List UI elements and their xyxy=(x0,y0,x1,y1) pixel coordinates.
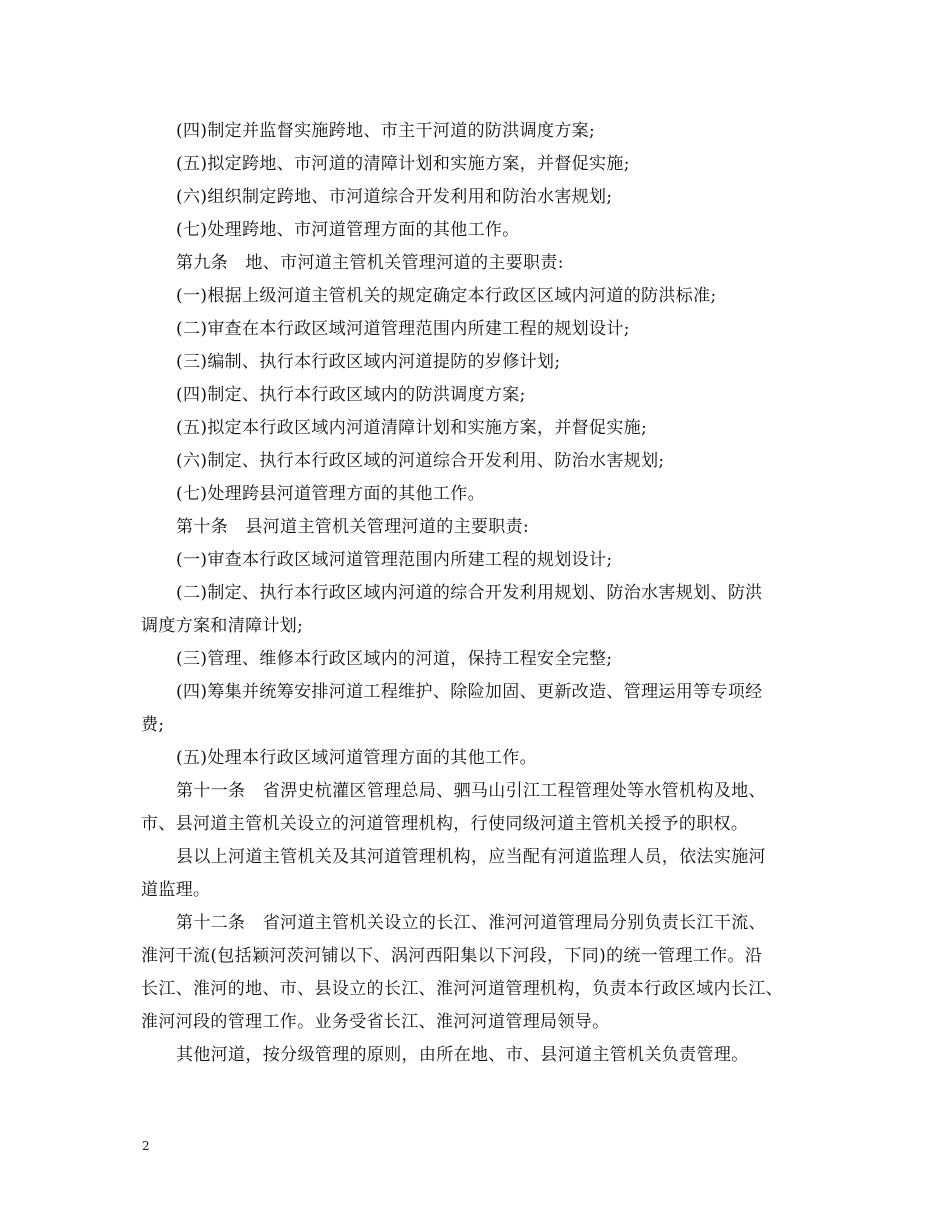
article-heading: 第十一条 省淠史杭灌区管理总局、驷马山引江工程管理处等水管机构及地、 xyxy=(176,781,766,801)
text-line: (四)制定并监督实施跨地、市主干河道的防洪调度方案; xyxy=(176,121,596,141)
text-line: (四)筹集并统筹安排河道工程维护、除险加固、更新改造、管理运用等专项经 xyxy=(176,682,763,702)
text-line: (一)审查本行政区域河道管理范围内所建工程的规划设计; xyxy=(176,550,613,570)
text-line: 长江、淮河的地、市、县设立的长江、淮河河道管理机构，负责本行政区域内长江、 xyxy=(141,979,783,999)
article-heading: 第九条 地、市河道主管机关管理河道的主要职责: xyxy=(176,253,564,273)
article-heading: 第十条 县河道主管机关管理河道的主要职责: xyxy=(176,517,530,537)
text-line: (三)管理、维修本行政区域内的河道，保持工程安全完整; xyxy=(176,649,613,669)
text-line: (五)拟定本行政区域内河道清障计划和实施方案，并督促实施; xyxy=(176,418,648,438)
text-line: 县以上河道主管机关及其河道管理机构，应当配有河道监理人员，依法实施河 xyxy=(176,847,766,867)
text-line: 道监理。 xyxy=(141,880,211,900)
text-line: 淮河河段的管理工作。业务受省长江、淮河河道管理局领导。 xyxy=(141,1012,610,1032)
text-line: (二)审查在本行政区域河道管理范围内所建工程的规划设计; xyxy=(176,319,630,339)
text-line: 费; xyxy=(141,715,165,735)
text-line: (七)处理跨地、市河道管理方面的其他工作。 xyxy=(176,220,520,240)
text-line: 市、县河道主管机关设立的河道管理机构，行使同级河道主管机关授予的职权。 xyxy=(141,814,749,834)
text-line: 其他河道，按分级管理的原则，由所在地、市、县河道主管机关负责管理。 xyxy=(176,1045,749,1065)
article-heading: 第十二条 省河道主管机关设立的长江、淮河河道管理局分别负责长江干流、 xyxy=(176,913,766,933)
text-line: (五)处理本行政区域河道管理方面的其他工作。 xyxy=(176,748,537,768)
document-body xyxy=(141,115,813,1072)
page-number: 2 xyxy=(142,1139,150,1153)
text-line: 淮河干流(包括颖河茨河铺以下、涡河西阳集以下河段，下同)的统一管理工作。沿 xyxy=(141,946,763,966)
text-line: (五)拟定跨地、市河道的清障计划和实施方案，并督促实施; xyxy=(176,154,630,174)
text-line: (一)根据上级河道主管机关的规定确定本行政区区域内河道的防洪标准; xyxy=(176,286,717,306)
text-line: (四)制定、执行本行政区域内的防洪调度方案; xyxy=(176,385,526,405)
text-line: (三)编制、执行本行政区域内河道提防的岁修计划; xyxy=(176,352,561,372)
text-line: 调度方案和清障计划; xyxy=(141,616,304,636)
text-line: (七)处理跨县河道管理方面的其他工作。 xyxy=(176,484,485,504)
text-line: (二)制定、执行本行政区域内河道的综合开发利用规划、防治水害规划、防洪 xyxy=(176,583,763,603)
text-line: (六)制定、执行本行政区域的河道综合开发利用、防治水害规划; xyxy=(176,451,665,471)
text-line: (六)组织制定跨地、市河道综合开发利用和防治水害规划; xyxy=(176,187,613,207)
